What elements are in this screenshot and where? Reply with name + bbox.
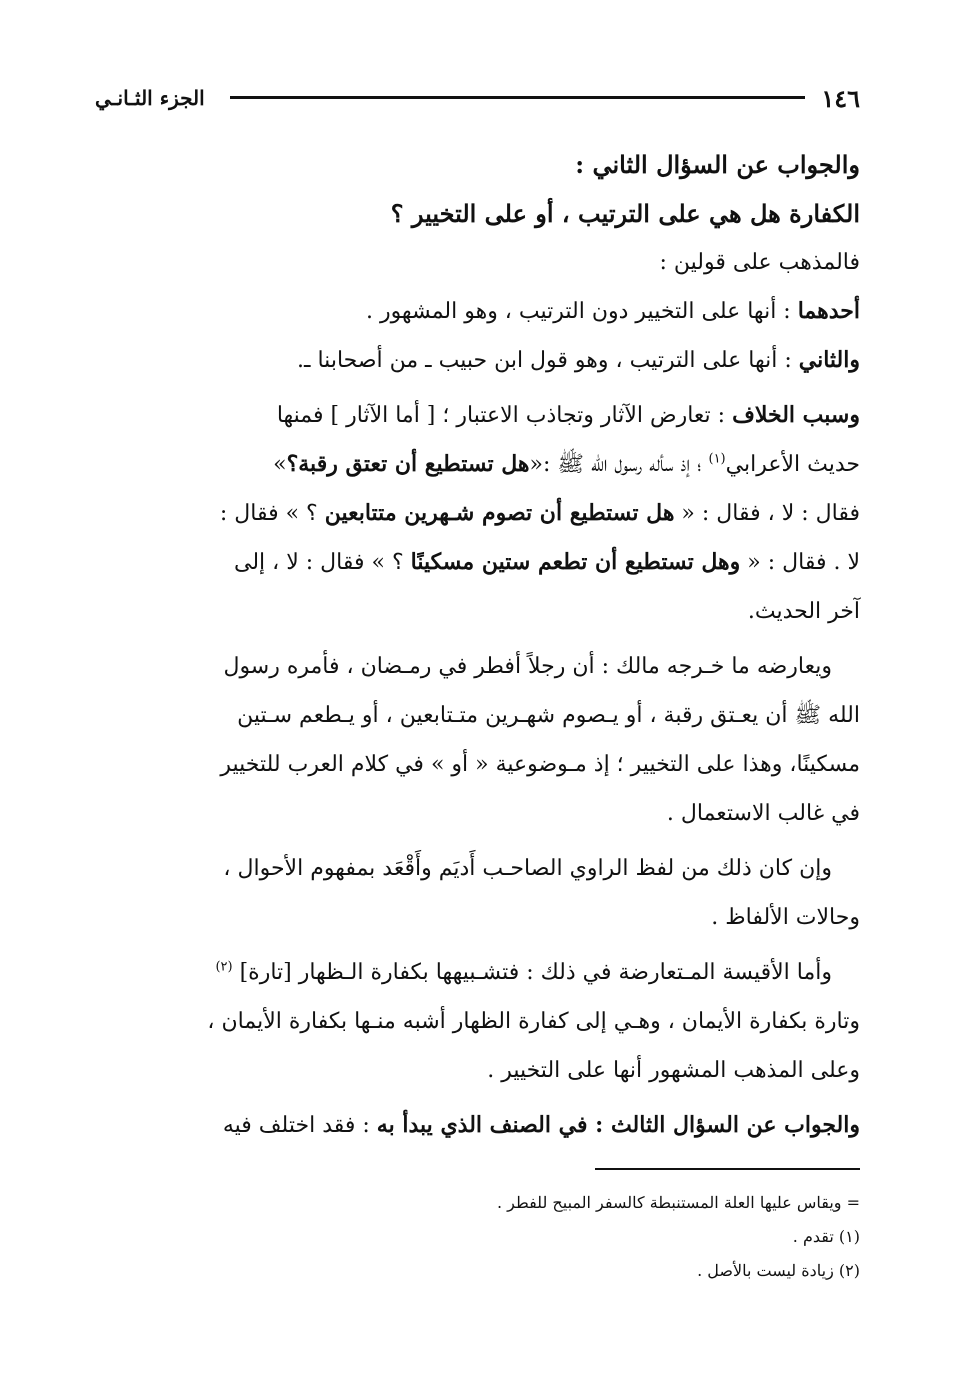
text-segment: حديث الأعرابي (725, 452, 860, 477)
section-heading: والجواب عن السؤال الثالث : في الصنف الذي يبدأ به (376, 1112, 860, 1138)
page-number: ١٤٦ (821, 84, 860, 113)
hadith-quote: وهل تستطيع أن تطعم ستين مسكينًا (410, 549, 741, 575)
text-segment: : أنها على التخيير دون الترتيب ، وهو المشهور . (365, 299, 798, 324)
text-line (98, 948, 860, 997)
text-line: فالمذهب على قولين : (659, 250, 860, 275)
text-line: ويعارضه ما خـرجه مالك : أن رجلاً أفطر في رمـضان ، فأمره رسول (223, 654, 832, 679)
text-segment: ؛ إذ سأله رسول الله ﷺ :« (529, 452, 709, 477)
footnote-1: (١) تقدم . (792, 1227, 860, 1246)
text-line (98, 1101, 860, 1150)
text-segment: فقال : لا ، فقال : « (674, 501, 860, 526)
header-rule (230, 96, 805, 99)
text-line (98, 538, 860, 587)
question-heading: الكفارة هل هي على الترتيب ، أو على التخيير ؟ (390, 199, 860, 228)
text-line: آخر الحديث. (747, 599, 860, 624)
section-heading: والجواب عن السؤال الثاني : (575, 150, 860, 179)
footnote-ref[interactable]: (٢) (215, 959, 233, 975)
footnote-ref[interactable]: (١) (708, 451, 726, 467)
hadith-quote: هل تستطيع أن تعتق رقبة؟ (286, 451, 530, 477)
text-segment: وأما الأقيسة المـتعارضة في ذلك : فتشـبيهها بكفارة الـظهار [تارة] (232, 960, 832, 985)
text-segment: ؟ » فقال : (219, 501, 325, 526)
footnote-continuation: = ويقاس عليها العلة المستنبطة كالسفر المبيح للفطر . (496, 1193, 860, 1212)
text-line (98, 336, 860, 385)
footnote-2: (٢) زيادة ليست بالأصل . (697, 1261, 860, 1280)
text-line (98, 489, 860, 538)
text-line (98, 391, 860, 440)
text-segment: : أنها على الترتيب ، وهو قول ابن حبيب ـ من أصحابنا ـ. (297, 348, 799, 373)
text-line (98, 440, 860, 489)
footnote-rule (595, 1168, 860, 1170)
bold-term: والثاني (798, 347, 860, 373)
text-line: وإن كان ذلك من لفظ الراوي الصاحـب أَديَم وأَقْعَد بمفهوم الأحوال ، (223, 856, 832, 881)
text-line: وعلى المذهب المشهور أنها على التخيير . (487, 1058, 860, 1083)
text-line: وتارة بكفارة الأيمان ، وهـي إلى كفارة الظهار أشبه منـها بكفارة الأيمان ، (207, 1009, 860, 1034)
text-line: في غالب الاستعمال . (666, 801, 860, 826)
hadith-quote: هل تستطيع أن تصوم شـهرين متتابعين (324, 500, 675, 526)
text-line: مسكينًا، وهذا على التخيير ؛ إذ مـوضوعية « أو » في كلام العرب للتخيير (220, 752, 860, 777)
text-segment: ؟ » فقال : لا ، إلى (233, 550, 411, 575)
text-line (98, 287, 860, 336)
running-title: الجزء الثـانـي (95, 86, 205, 110)
bold-term: أحدهما (797, 298, 860, 324)
text-segment: : تعارض الآثار وتجاذب الاعتبار ؛ [ أما الآثار ] فمنها (276, 403, 733, 428)
footnotes (98, 1186, 860, 1288)
page-header (95, 80, 860, 120)
bold-term: وسبب الخلاف (732, 402, 860, 428)
text-segment: لا . فقال : « (740, 550, 860, 575)
text-line: وحالات الألفاظ . (711, 905, 860, 930)
text-segment: » (273, 452, 287, 477)
text-line: الله ﷺ أن يعـتق رقبة ، أو يـصوم شهـرين متـتابعين ، أو يـطعم سـتين (237, 703, 860, 728)
page-body (98, 140, 860, 1150)
text-segment: : فقد اختلف فيه (222, 1113, 377, 1138)
